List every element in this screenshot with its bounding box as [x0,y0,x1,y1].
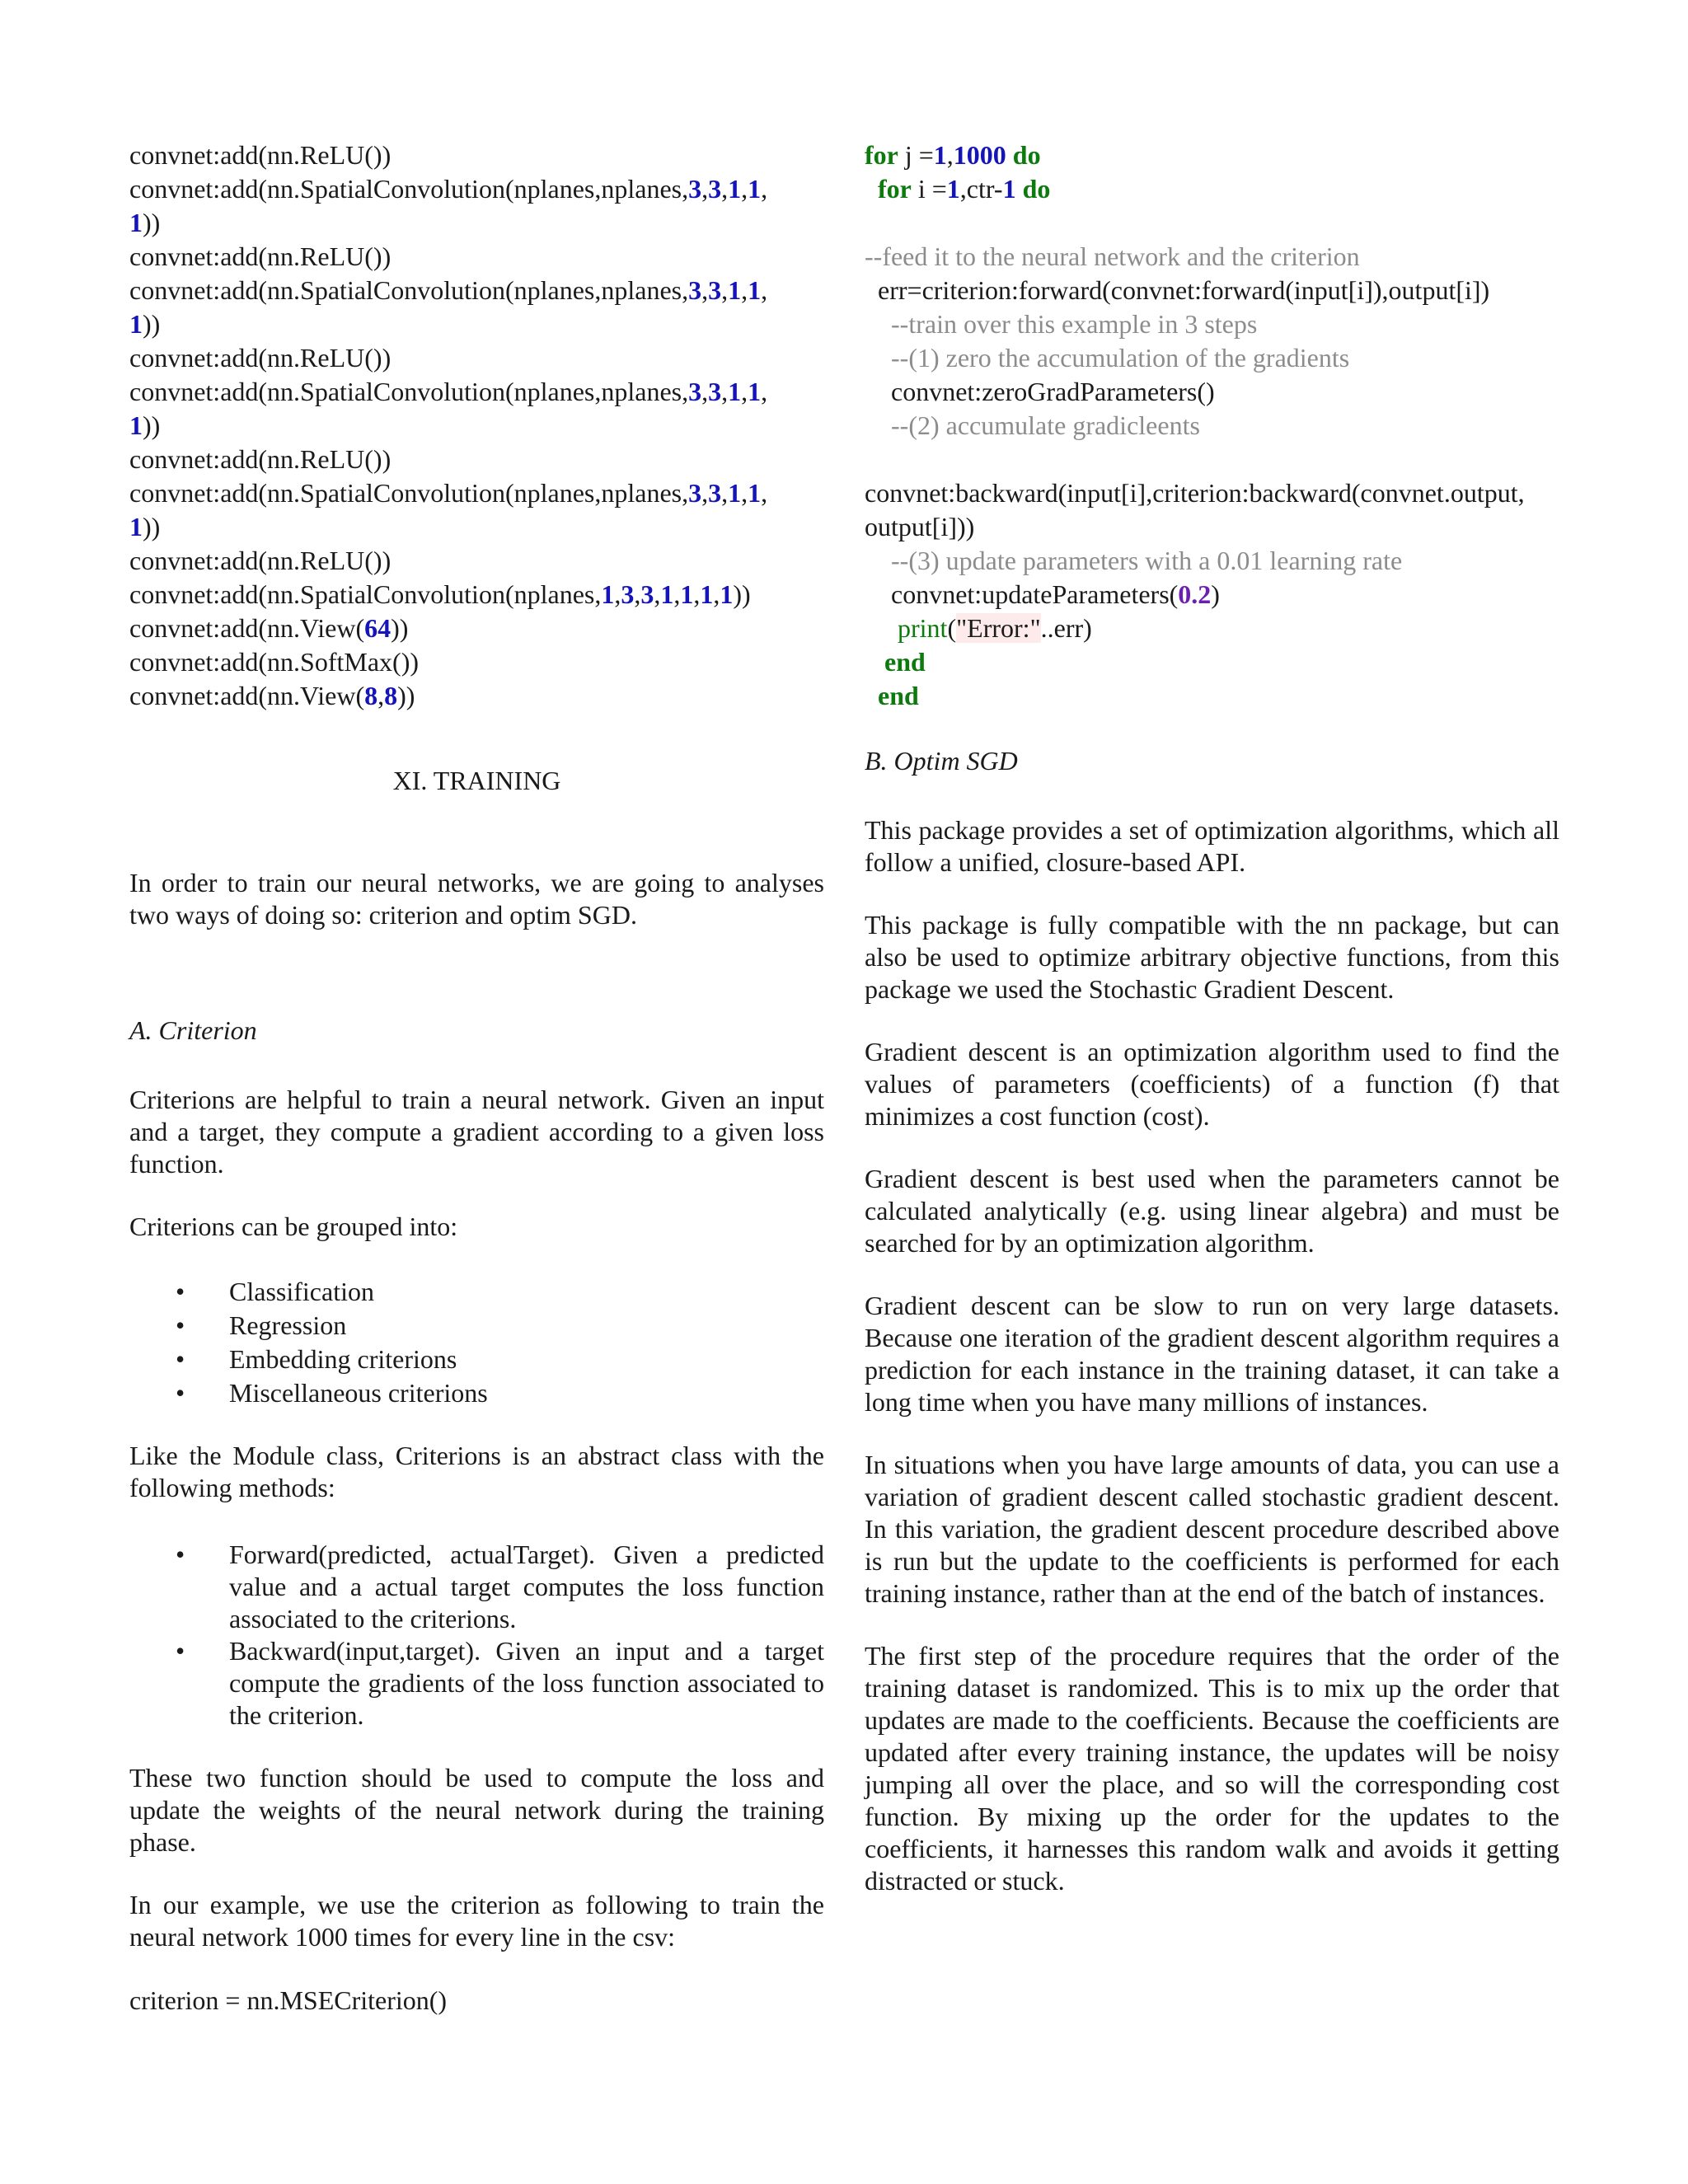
code-token: , [654,579,661,609]
paragraph: Gradient descent can be slow to run on very large datasets. Because one iteration of the gradient descent algorithm requires a prediction for each instance in the training dataset, it can take a long time when you have many millions of instances. [865,1291,1559,1417]
code-token: i = [911,174,947,204]
bullet-icon: • [176,1310,185,1340]
code-token: convnet:add(nn.ReLU()) [129,546,392,575]
code-token: "Error:" [956,613,1041,643]
code-number: 1 [728,275,742,305]
code-number: 1 [660,579,674,609]
code-number: 1 [1002,174,1016,204]
code-comment: --train over this example in 3 steps [865,309,1258,339]
code-line [129,443,824,476]
code-token: , [741,377,748,406]
code-line [129,240,824,274]
section-heading-training: XI. TRAINING [392,766,561,795]
paragraph: This package provides a set of optimization algorithms, which all follow a unified, closure-based API. [865,815,1559,877]
code-token: )) [143,512,161,541]
code-token: print [898,613,948,643]
code-line [865,612,1559,645]
code-line [865,544,1559,578]
code-number: 1 [129,309,143,339]
code-line [865,409,1559,443]
code-number: 1 [680,579,694,609]
code-line [129,172,824,206]
code-number: 3 [708,275,722,305]
code-number: 1 [748,478,762,508]
code-token: ) [1211,579,1220,609]
code-keyword: end [878,681,919,710]
code-line [865,578,1559,612]
code-token: convnet:zeroGradParameters() [865,377,1215,406]
left-column [129,138,824,2018]
code-line [129,341,824,375]
code-token: , [721,275,729,305]
code-number: 1 [748,174,762,204]
code-token: convnet:backward(input[i],criterion:backward(convnet.output, [865,478,1525,508]
code-token: , [741,174,748,204]
code-token [865,613,898,643]
code-token: output[i])) [865,512,975,541]
code-line [129,307,824,341]
code-number: 1 [946,174,960,204]
code-number: 3 [708,174,722,204]
code-line [865,307,1559,341]
criterion-groups-paragraph: Criterions can be grouped into: [129,1212,458,1241]
code-token: err=criterion:forward(convnet:forward(input[i]),output[i]) [865,275,1490,305]
code-token: , [701,478,709,508]
code-number: 1 [933,140,947,170]
code-number: 3 [708,377,722,406]
code-token: convnet:add(nn.View( [129,613,365,643]
code-token: , [614,579,621,609]
code-token: ( [947,613,957,643]
code-line [129,206,824,240]
code-line [865,206,1559,240]
code-number: 1 [129,512,143,541]
code-line [129,612,824,645]
right-column [865,138,1559,1897]
list-item: • Miscellaneous criterions [129,1376,824,1410]
code-number: 1 [720,579,734,609]
code-token: ,ctr- [959,174,1003,204]
code-token: , [721,478,729,508]
code-line [129,409,824,443]
code-number: 1 [748,275,762,305]
code-number: 64 [364,613,392,643]
code-token: , [721,174,729,204]
code-line [129,679,824,713]
two-functions-paragraph: These two function should be used to compute the loss and update the weights of the neural network during the training phase. [129,1763,824,1857]
code-token: )) [733,579,751,609]
code-token: )) [391,613,409,643]
code-token: convnet:add(nn.ReLU()) [129,444,392,474]
subsection-heading-criterion: A. Criterion [129,1015,257,1045]
code-number: 1 [700,579,714,609]
code-token: )) [143,309,161,339]
example-paragraph: In our example, we use the criterion as following to train the neural network 1000 times for every line in the csv: [129,1890,824,1952]
code-token [865,647,884,677]
code-line [865,341,1559,375]
code-number: 1 [728,174,742,204]
code-line [129,578,824,612]
code-keyword: do [1022,174,1051,204]
code-number: 3 [688,174,702,204]
training-loop-code-block [865,138,1559,713]
code-number: 1 [129,410,143,440]
code-token: convnet:add(nn.SpatialConvolution(nplanes, [129,579,602,609]
code-line [129,645,824,679]
bullet-icon: • [176,1636,185,1666]
paragraph: This package is fully compatible with the nn package, but can also be used to optimize arbitrary objective functions, from this package we used the Stochastic Gradient Descent. [865,910,1559,1004]
code-token: convnet:add(nn.SpatialConvolution(nplanes,nplanes, [129,275,689,305]
code-comment: --feed it to the neural network and the criterion [865,241,1360,271]
code-number: 8 [384,681,398,710]
code-number: 3 [621,579,635,609]
code-token: , [701,275,709,305]
code-token: , [741,275,748,305]
code-line [865,172,1559,206]
criterion-paragraph: Criterions are helpful to train a neural network. Given an input and a target, they compute a gradient according to a given loss function. [129,1085,824,1179]
code-token: , [761,275,768,305]
bullet-icon: • [176,1378,185,1408]
optim-paragraphs [865,814,1559,1897]
paragraph: In situations when you have large amounts of data, you can use a variation of gradient descent called stochastic gradient descent. In this variation, the gradient descent procedure described above is run but the update to the coefficients is performed for each training instance, rather than at the end of the batch of instances. [865,1450,1559,1608]
code-token: convnet:add(nn.SpatialConvolution(nplanes,nplanes, [129,478,689,508]
code-line [865,138,1559,172]
code-token: , [741,478,748,508]
code-token: convnet:add(nn.SpatialConvolution(nplanes,nplanes, [129,377,689,406]
code-token: j = [898,140,934,170]
code-line [865,679,1559,713]
code-line [865,274,1559,307]
paragraph: Gradient descent is best used when the parameters cannot be calculated analytically (e.g. using linear algebra) and must be searched for by an optimization algorithm. [865,1164,1559,1258]
list-item: • Forward(predicted, actualTarget). Given a predicted value and a actual target computes the loss function associated to the criterions. [176,1540,824,1633]
code-token: , [693,579,701,609]
bullet-icon: • [176,1540,185,1569]
code-token: 0.2 [1178,579,1212,609]
code-line [129,375,824,409]
code-comment: --(3) update parameters with a 0.01 learning rate [865,546,1403,575]
code-line [865,645,1559,679]
code-token: convnet:updateParameters( [865,579,1179,609]
code-line [129,510,824,544]
code-token: , [701,174,709,204]
code-token: , [673,579,681,609]
code-number: 3 [708,478,722,508]
code-number: 1 [728,478,742,508]
list-item: • Regression [129,1309,824,1343]
code-number: 3 [640,579,654,609]
code-token: convnet:add(nn.ReLU()) [129,343,392,373]
methods-list [129,1539,824,1732]
code-comment: --(2) accumulate gradicleents [865,410,1200,440]
list-item: • Embedding criterions [129,1343,824,1376]
code-token [865,174,878,204]
criterion-groups-list [129,1275,824,1410]
code-line [865,510,1559,544]
code-token: convnet:add(nn.View( [129,681,365,710]
code-token: convnet:add(nn.ReLU()) [129,241,392,271]
code-line [129,544,824,578]
code-token: convnet:add(nn.SpatialConvolution(nplanes,nplanes, [129,174,689,204]
code-token: , [377,681,385,710]
code-number: 1 [748,377,762,406]
code-token: )) [143,410,161,440]
code-comment: --(1) zero the accumulation of the gradients [865,343,1350,373]
code-line [129,138,824,172]
code-keyword: for [878,174,912,204]
code-token: )) [143,208,161,237]
code-token [865,681,878,710]
paragraph: The first step of the procedure requires that the order of the training dataset is randomized. This is to mix up the order that updates are made to the coefficients. Because the coefficients are updated after every training instance, the updates will be noisy jumping all over the place, and so will the corresponding cost function. By mixing up the order for the updates to the coefficients, it harnesses this random walk and avoids it getting distracted or stuck. [865,1641,1559,1896]
code-token: convnet:add(nn.ReLU()) [129,140,392,170]
code-keyword: do [1012,140,1041,170]
list-item: • Classification [129,1275,824,1309]
code-number: 8 [364,681,378,710]
code-number: 1000 [953,140,1006,170]
code-token: , [761,174,768,204]
code-number: 1 [601,579,615,609]
bullet-icon: • [176,1344,185,1374]
bullet-icon: • [176,1277,185,1306]
code-line [865,476,1559,510]
code-token: , [634,579,641,609]
code-token: , [713,579,720,609]
code-token [1016,174,1023,204]
code-token: , [761,377,768,406]
code-keyword: end [884,647,926,677]
code-token: , [721,377,729,406]
code-token: )) [397,681,415,710]
code-number: 3 [688,275,702,305]
code-token: , [701,377,709,406]
code-token: , [946,140,954,170]
code-keyword: for [865,140,898,170]
code-number: 1 [728,377,742,406]
code-token: convnet:add(nn.SoftMax()) [129,647,420,677]
training-intro-paragraph: In order to train our neural networks, we are going to analyses two ways of doing so: criterion and optim SGD. [129,868,824,930]
code-line [129,274,824,307]
paragraph: Gradient descent is an optimization algorithm used to find the values of parameters (coefficients) of a function (f) that minimizes a cost function (cost). [865,1037,1559,1131]
code-line [129,476,824,510]
subsection-heading-optim-sgd: B. Optim SGD [865,746,1018,776]
code-line [865,443,1559,476]
code-line [865,375,1559,409]
model-code-block [129,138,824,713]
code-number: 3 [688,478,702,508]
code-number: 1 [129,208,143,237]
list-item: • Backward(input,target). Given an input and a target compute the gradients of the loss function associated to the criterion. [176,1636,824,1730]
criterion-code-line: criterion = nn.MSECriterion() [129,1985,448,2015]
code-number: 3 [688,377,702,406]
code-token: ..err) [1040,613,1092,643]
code-token [1006,140,1013,170]
code-line [865,240,1559,274]
module-class-paragraph: Like the Module class, Criterions is an abstract class with the following methods: [129,1441,824,1502]
code-token: , [761,478,768,508]
